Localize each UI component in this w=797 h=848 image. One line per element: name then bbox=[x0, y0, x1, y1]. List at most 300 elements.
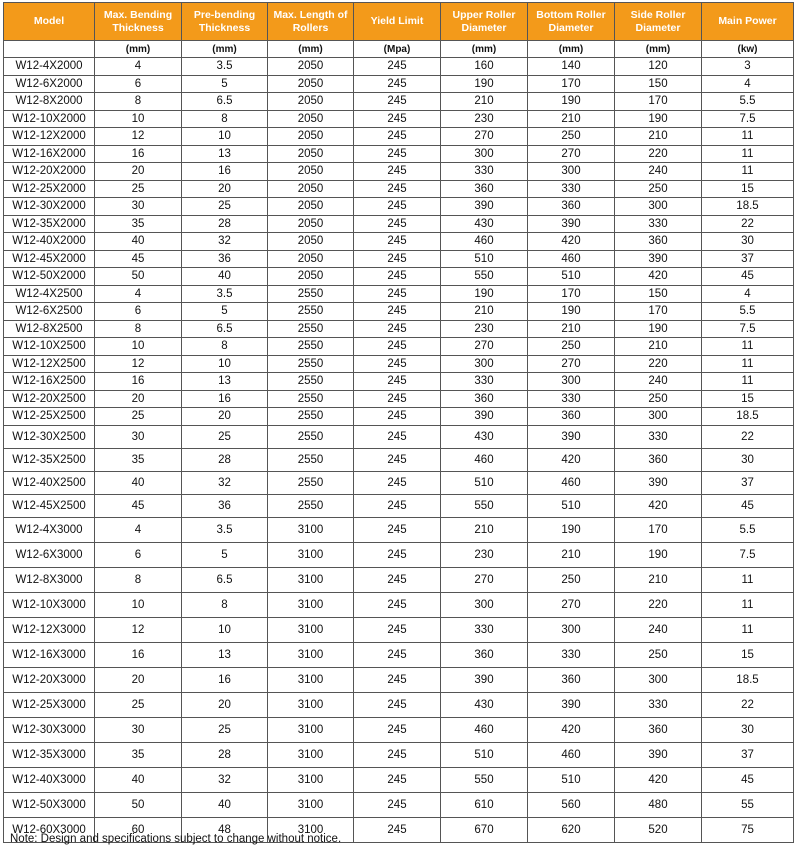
specification-table bbox=[3, 2, 794, 843]
value-cell: 245 bbox=[354, 355, 441, 373]
value-cell: 30 bbox=[95, 425, 182, 448]
value-cell: 330 bbox=[441, 373, 528, 391]
value-cell: 45 bbox=[95, 250, 182, 268]
value-cell: 25 bbox=[95, 693, 182, 718]
value-cell: 245 bbox=[354, 390, 441, 408]
value-cell: 10 bbox=[95, 593, 182, 618]
value-cell: 250 bbox=[615, 390, 702, 408]
value-cell: 210 bbox=[441, 303, 528, 321]
value-cell: 245 bbox=[354, 408, 441, 426]
value-cell: 16 bbox=[182, 668, 268, 693]
model-cell: W12-45X2000 bbox=[4, 250, 95, 268]
table-row bbox=[4, 355, 794, 373]
value-cell: 2050 bbox=[268, 233, 354, 251]
model-cell: W12-25X3000 bbox=[4, 693, 95, 718]
value-cell: 330 bbox=[528, 180, 615, 198]
model-cell: W12-60X3000 bbox=[4, 818, 95, 843]
value-cell: 11 bbox=[702, 355, 794, 373]
value-cell: 330 bbox=[615, 425, 702, 448]
value-cell: 170 bbox=[528, 75, 615, 93]
value-cell: 330 bbox=[441, 163, 528, 181]
value-cell: 330 bbox=[528, 390, 615, 408]
value-cell: 390 bbox=[528, 215, 615, 233]
value-cell: 2050 bbox=[268, 163, 354, 181]
value-cell: 510 bbox=[528, 495, 615, 518]
value-cell: 360 bbox=[615, 233, 702, 251]
value-cell: 550 bbox=[441, 768, 528, 793]
value-cell: 300 bbox=[528, 373, 615, 391]
value-cell: 245 bbox=[354, 303, 441, 321]
value-cell: 8 bbox=[95, 568, 182, 593]
value-cell: 16 bbox=[95, 145, 182, 163]
value-cell: 245 bbox=[354, 693, 441, 718]
model-cell: W12-4X3000 bbox=[4, 518, 95, 543]
value-cell: 2050 bbox=[268, 198, 354, 216]
value-cell: 5.5 bbox=[702, 518, 794, 543]
value-cell: 4 bbox=[95, 518, 182, 543]
value-cell: 3100 bbox=[268, 693, 354, 718]
value-cell: 10 bbox=[182, 128, 268, 146]
value-cell: 300 bbox=[441, 355, 528, 373]
table-row bbox=[4, 448, 794, 471]
value-cell: 2550 bbox=[268, 338, 354, 356]
value-cell: 390 bbox=[528, 693, 615, 718]
value-cell: 75 bbox=[702, 818, 794, 843]
model-cell: W12-50X3000 bbox=[4, 793, 95, 818]
value-cell: 25 bbox=[182, 425, 268, 448]
value-cell: 245 bbox=[354, 495, 441, 518]
model-cell: W12-10X3000 bbox=[4, 593, 95, 618]
value-cell: 510 bbox=[528, 768, 615, 793]
value-cell: 7.5 bbox=[702, 110, 794, 128]
value-cell: 220 bbox=[615, 145, 702, 163]
model-cell: W12-30X2500 bbox=[4, 425, 95, 448]
value-cell: 3 bbox=[702, 58, 794, 76]
value-cell: 245 bbox=[354, 718, 441, 743]
value-cell: 360 bbox=[441, 643, 528, 668]
model-cell: W12-40X3000 bbox=[4, 768, 95, 793]
value-cell: 300 bbox=[615, 668, 702, 693]
value-cell: 250 bbox=[528, 568, 615, 593]
value-cell: 245 bbox=[354, 163, 441, 181]
model-cell: W12-16X2000 bbox=[4, 145, 95, 163]
value-cell: 390 bbox=[441, 198, 528, 216]
value-cell: 4 bbox=[95, 58, 182, 76]
table-row bbox=[4, 145, 794, 163]
value-cell: 245 bbox=[354, 198, 441, 216]
table-row bbox=[4, 338, 794, 356]
value-cell: 300 bbox=[528, 618, 615, 643]
header-main-power: Main Power bbox=[702, 3, 794, 41]
table-row bbox=[4, 215, 794, 233]
value-cell: 210 bbox=[528, 110, 615, 128]
value-cell: 5 bbox=[182, 75, 268, 93]
value-cell: 48 bbox=[182, 818, 268, 843]
value-cell: 45 bbox=[702, 768, 794, 793]
value-cell: 520 bbox=[615, 818, 702, 843]
value-cell: 15 bbox=[702, 180, 794, 198]
value-cell: 245 bbox=[354, 373, 441, 391]
model-cell: W12-10X2500 bbox=[4, 338, 95, 356]
value-cell: 10 bbox=[182, 355, 268, 373]
header-bottom-roller-diameter: Bottom Roller Diameter bbox=[528, 3, 615, 41]
value-cell: 2550 bbox=[268, 408, 354, 426]
value-cell: 13 bbox=[182, 373, 268, 391]
value-cell: 670 bbox=[441, 818, 528, 843]
value-cell: 245 bbox=[354, 543, 441, 568]
value-cell: 28 bbox=[182, 743, 268, 768]
table-row bbox=[4, 390, 794, 408]
model-cell: W12-20X2000 bbox=[4, 163, 95, 181]
value-cell: 16 bbox=[95, 373, 182, 391]
value-cell: 40 bbox=[95, 471, 182, 494]
value-cell: 245 bbox=[354, 250, 441, 268]
value-cell: 420 bbox=[615, 495, 702, 518]
value-cell: 5 bbox=[182, 303, 268, 321]
value-cell: 245 bbox=[354, 145, 441, 163]
value-cell: 3100 bbox=[268, 793, 354, 818]
value-cell: 460 bbox=[528, 250, 615, 268]
value-cell: 22 bbox=[702, 215, 794, 233]
value-cell: 50 bbox=[95, 793, 182, 818]
value-cell: 16 bbox=[182, 390, 268, 408]
value-cell: 245 bbox=[354, 268, 441, 286]
value-cell: 2550 bbox=[268, 355, 354, 373]
value-cell: 460 bbox=[528, 743, 615, 768]
value-cell: 50 bbox=[95, 268, 182, 286]
value-cell: 2550 bbox=[268, 285, 354, 303]
value-cell: 45 bbox=[702, 268, 794, 286]
value-cell: 28 bbox=[182, 215, 268, 233]
value-cell: 210 bbox=[615, 128, 702, 146]
value-cell: 210 bbox=[528, 320, 615, 338]
value-cell: 250 bbox=[615, 180, 702, 198]
model-cell: W12-25X2000 bbox=[4, 180, 95, 198]
value-cell: 10 bbox=[95, 110, 182, 128]
value-cell: 360 bbox=[441, 390, 528, 408]
value-cell: 245 bbox=[354, 568, 441, 593]
unit-cell: (mm) bbox=[615, 41, 702, 58]
table-row bbox=[4, 668, 794, 693]
value-cell: 7.5 bbox=[702, 543, 794, 568]
model-cell: W12-50X2000 bbox=[4, 268, 95, 286]
table-row bbox=[4, 518, 794, 543]
value-cell: 390 bbox=[615, 743, 702, 768]
value-cell: 420 bbox=[528, 233, 615, 251]
value-cell: 20 bbox=[182, 408, 268, 426]
table-row bbox=[4, 233, 794, 251]
value-cell: 270 bbox=[441, 128, 528, 146]
table-row bbox=[4, 163, 794, 181]
value-cell: 16 bbox=[95, 643, 182, 668]
value-cell: 2050 bbox=[268, 180, 354, 198]
model-cell: W12-40X2000 bbox=[4, 233, 95, 251]
value-cell: 245 bbox=[354, 128, 441, 146]
value-cell: 2050 bbox=[268, 268, 354, 286]
value-cell: 620 bbox=[528, 818, 615, 843]
value-cell: 11 bbox=[702, 373, 794, 391]
value-cell: 245 bbox=[354, 643, 441, 668]
header-model: Model bbox=[4, 3, 95, 41]
value-cell: 270 bbox=[528, 355, 615, 373]
value-cell: 460 bbox=[441, 233, 528, 251]
value-cell: 170 bbox=[615, 303, 702, 321]
model-cell: W12-6X3000 bbox=[4, 543, 95, 568]
model-cell: W12-8X2500 bbox=[4, 320, 95, 338]
value-cell: 5.5 bbox=[702, 93, 794, 111]
value-cell: 550 bbox=[441, 268, 528, 286]
value-cell: 230 bbox=[441, 110, 528, 128]
value-cell: 240 bbox=[615, 163, 702, 181]
table-row bbox=[4, 768, 794, 793]
value-cell: 32 bbox=[182, 471, 268, 494]
table-row bbox=[4, 285, 794, 303]
value-cell: 15 bbox=[702, 643, 794, 668]
value-cell: 210 bbox=[441, 93, 528, 111]
value-cell: 37 bbox=[702, 471, 794, 494]
value-cell: 5 bbox=[182, 543, 268, 568]
value-cell: 245 bbox=[354, 75, 441, 93]
value-cell: 245 bbox=[354, 768, 441, 793]
value-cell: 190 bbox=[615, 110, 702, 128]
value-cell: 2050 bbox=[268, 215, 354, 233]
value-cell: 11 bbox=[702, 163, 794, 181]
value-cell: 2050 bbox=[268, 75, 354, 93]
value-cell: 2550 bbox=[268, 471, 354, 494]
value-cell: 300 bbox=[615, 408, 702, 426]
value-cell: 300 bbox=[615, 198, 702, 216]
value-cell: 3.5 bbox=[182, 285, 268, 303]
value-cell: 330 bbox=[615, 215, 702, 233]
value-cell: 11 bbox=[702, 128, 794, 146]
model-cell: W12-6X2000 bbox=[4, 75, 95, 93]
value-cell: 45 bbox=[95, 495, 182, 518]
table-row bbox=[4, 58, 794, 76]
value-cell: 6 bbox=[95, 543, 182, 568]
value-cell: 550 bbox=[441, 495, 528, 518]
table-row bbox=[4, 543, 794, 568]
unit-cell bbox=[4, 41, 95, 58]
value-cell: 245 bbox=[354, 233, 441, 251]
value-cell: 245 bbox=[354, 818, 441, 843]
value-cell: 3100 bbox=[268, 768, 354, 793]
value-cell: 37 bbox=[702, 743, 794, 768]
model-cell: W12-16X2500 bbox=[4, 373, 95, 391]
value-cell: 360 bbox=[615, 718, 702, 743]
value-cell: 6 bbox=[95, 75, 182, 93]
value-cell: 510 bbox=[528, 268, 615, 286]
value-cell: 390 bbox=[615, 471, 702, 494]
value-cell: 22 bbox=[702, 425, 794, 448]
value-cell: 15 bbox=[702, 390, 794, 408]
table-row bbox=[4, 618, 794, 643]
header-pre-bending-thickness: Pre-bending Thickness bbox=[182, 3, 268, 41]
model-cell: W12-8X3000 bbox=[4, 568, 95, 593]
value-cell: 10 bbox=[182, 618, 268, 643]
value-cell: 13 bbox=[182, 643, 268, 668]
value-cell: 4 bbox=[702, 285, 794, 303]
value-cell: 245 bbox=[354, 518, 441, 543]
value-cell: 3100 bbox=[268, 593, 354, 618]
value-cell: 120 bbox=[615, 58, 702, 76]
model-cell: W12-30X3000 bbox=[4, 718, 95, 743]
unit-cell: (mm) bbox=[528, 41, 615, 58]
value-cell: 190 bbox=[528, 518, 615, 543]
value-cell: 2050 bbox=[268, 58, 354, 76]
value-cell: 190 bbox=[528, 93, 615, 111]
header-max-length-of-rollers: Max. Length of Rollers bbox=[268, 3, 354, 41]
header-yield-limit: Yield Limit bbox=[354, 3, 441, 41]
value-cell: 25 bbox=[95, 408, 182, 426]
value-cell: 560 bbox=[528, 793, 615, 818]
table-row bbox=[4, 128, 794, 146]
value-cell: 22 bbox=[702, 693, 794, 718]
value-cell: 240 bbox=[615, 618, 702, 643]
value-cell: 3100 bbox=[268, 818, 354, 843]
value-cell: 2550 bbox=[268, 320, 354, 338]
header-row bbox=[4, 3, 794, 41]
value-cell: 11 bbox=[702, 568, 794, 593]
value-cell: 3.5 bbox=[182, 518, 268, 543]
value-cell: 2050 bbox=[268, 110, 354, 128]
value-cell: 245 bbox=[354, 110, 441, 128]
value-cell: 420 bbox=[528, 448, 615, 471]
value-cell: 20 bbox=[95, 390, 182, 408]
value-cell: 3100 bbox=[268, 643, 354, 668]
value-cell: 430 bbox=[441, 693, 528, 718]
table-row bbox=[4, 743, 794, 768]
value-cell: 12 bbox=[95, 618, 182, 643]
value-cell: 460 bbox=[441, 718, 528, 743]
model-cell: W12-16X3000 bbox=[4, 643, 95, 668]
table-row bbox=[4, 303, 794, 321]
table-row bbox=[4, 593, 794, 618]
unit-cell: (kw) bbox=[702, 41, 794, 58]
value-cell: 220 bbox=[615, 593, 702, 618]
value-cell: 37 bbox=[702, 250, 794, 268]
model-cell: W12-6X2500 bbox=[4, 303, 95, 321]
value-cell: 16 bbox=[182, 163, 268, 181]
value-cell: 11 bbox=[702, 593, 794, 618]
value-cell: 30 bbox=[702, 233, 794, 251]
value-cell: 140 bbox=[528, 58, 615, 76]
value-cell: 20 bbox=[95, 163, 182, 181]
value-cell: 55 bbox=[702, 793, 794, 818]
value-cell: 420 bbox=[615, 268, 702, 286]
table-row bbox=[4, 268, 794, 286]
value-cell: 330 bbox=[528, 643, 615, 668]
value-cell: 210 bbox=[441, 518, 528, 543]
value-cell: 10 bbox=[95, 338, 182, 356]
model-cell: W12-20X2500 bbox=[4, 390, 95, 408]
value-cell: 8 bbox=[182, 338, 268, 356]
model-cell: W12-35X2500 bbox=[4, 448, 95, 471]
value-cell: 8 bbox=[95, 93, 182, 111]
model-cell: W12-10X2000 bbox=[4, 110, 95, 128]
value-cell: 210 bbox=[615, 568, 702, 593]
table-row bbox=[4, 425, 794, 448]
value-cell: 2050 bbox=[268, 128, 354, 146]
value-cell: 245 bbox=[354, 793, 441, 818]
value-cell: 60 bbox=[95, 818, 182, 843]
value-cell: 300 bbox=[441, 593, 528, 618]
table-row bbox=[4, 320, 794, 338]
value-cell: 245 bbox=[354, 618, 441, 643]
value-cell: 40 bbox=[95, 768, 182, 793]
header-upper-roller-diameter: Upper Roller Diameter bbox=[441, 3, 528, 41]
value-cell: 245 bbox=[354, 743, 441, 768]
table-row bbox=[4, 693, 794, 718]
value-cell: 30 bbox=[702, 448, 794, 471]
table-row bbox=[4, 568, 794, 593]
value-cell: 430 bbox=[441, 215, 528, 233]
value-cell: 2550 bbox=[268, 495, 354, 518]
value-cell: 245 bbox=[354, 425, 441, 448]
value-cell: 250 bbox=[528, 338, 615, 356]
value-cell: 160 bbox=[441, 58, 528, 76]
value-cell: 330 bbox=[441, 618, 528, 643]
value-cell: 270 bbox=[441, 568, 528, 593]
value-cell: 245 bbox=[354, 320, 441, 338]
value-cell: 11 bbox=[702, 338, 794, 356]
value-cell: 3.5 bbox=[182, 58, 268, 76]
value-cell: 36 bbox=[182, 250, 268, 268]
value-cell: 300 bbox=[528, 163, 615, 181]
model-cell: W12-25X2500 bbox=[4, 408, 95, 426]
value-cell: 420 bbox=[615, 768, 702, 793]
value-cell: 460 bbox=[441, 448, 528, 471]
value-cell: 5.5 bbox=[702, 303, 794, 321]
value-cell: 3100 bbox=[268, 568, 354, 593]
model-cell: W12-20X3000 bbox=[4, 668, 95, 693]
value-cell: 430 bbox=[441, 425, 528, 448]
value-cell: 2550 bbox=[268, 425, 354, 448]
value-cell: 6.5 bbox=[182, 320, 268, 338]
value-cell: 230 bbox=[441, 543, 528, 568]
table-row bbox=[4, 373, 794, 391]
value-cell: 270 bbox=[528, 593, 615, 618]
model-cell: W12-12X2500 bbox=[4, 355, 95, 373]
value-cell: 3100 bbox=[268, 543, 354, 568]
value-cell: 35 bbox=[95, 743, 182, 768]
value-cell: 245 bbox=[354, 215, 441, 233]
value-cell: 3100 bbox=[268, 618, 354, 643]
value-cell: 3100 bbox=[268, 668, 354, 693]
value-cell: 32 bbox=[182, 768, 268, 793]
value-cell: 25 bbox=[182, 718, 268, 743]
value-cell: 510 bbox=[441, 471, 528, 494]
table-row bbox=[4, 250, 794, 268]
table-row bbox=[4, 718, 794, 743]
value-cell: 245 bbox=[354, 593, 441, 618]
table-row bbox=[4, 495, 794, 518]
value-cell: 190 bbox=[441, 285, 528, 303]
value-cell: 35 bbox=[95, 448, 182, 471]
spec-table-container bbox=[3, 2, 793, 843]
value-cell: 270 bbox=[441, 338, 528, 356]
value-cell: 190 bbox=[528, 303, 615, 321]
value-cell: 20 bbox=[95, 668, 182, 693]
model-cell: W12-8X2000 bbox=[4, 93, 95, 111]
value-cell: 7.5 bbox=[702, 320, 794, 338]
value-cell: 3100 bbox=[268, 718, 354, 743]
value-cell: 250 bbox=[615, 643, 702, 668]
model-cell: W12-12X3000 bbox=[4, 618, 95, 643]
value-cell: 610 bbox=[441, 793, 528, 818]
unit-cell: (mm) bbox=[95, 41, 182, 58]
table-body bbox=[4, 58, 794, 843]
model-cell: W12-12X2000 bbox=[4, 128, 95, 146]
